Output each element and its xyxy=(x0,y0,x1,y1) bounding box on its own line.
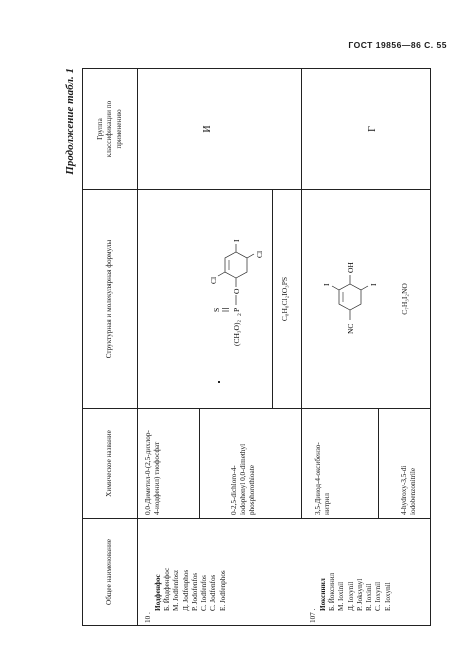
row2-struct-bond-i1 xyxy=(332,286,339,290)
row2-name: Б. Йоксинил xyxy=(328,572,337,611)
row1-number: 10 . xyxy=(144,612,152,623)
row2-struct-benzene-ring xyxy=(339,284,361,310)
row2-chemical-en xyxy=(400,466,418,515)
row2-name: C. Ioxynil xyxy=(374,581,383,611)
header-chemical-name: Химическое название xyxy=(105,430,114,497)
row1-struct-subscript: 2 xyxy=(237,313,243,316)
row1-struct-methoxy: (CH₃O)₂ xyxy=(232,319,241,346)
row1-struct-cl1: Cl xyxy=(209,276,218,284)
row1-name: С. Jodfenfos xyxy=(209,574,218,611)
row1-chem-en-line: iodophenyl 0,0-dimethyl xyxy=(239,443,248,515)
row1-name: С. Iodfenfos xyxy=(200,575,209,611)
row1-structure-diagram xyxy=(138,190,272,408)
row2-struct-oh: OH xyxy=(346,262,355,273)
row2-name: E. Ioxynil xyxy=(383,582,392,611)
row2-name: R. Ioxinil xyxy=(365,583,374,611)
row1-name: Е. Jodfenphos xyxy=(218,570,227,611)
row2-chem-split xyxy=(378,409,379,519)
row1-struct-o: O xyxy=(232,288,241,294)
row1-struct-bond-cl1 xyxy=(218,272,225,276)
table-left-rule xyxy=(82,625,431,626)
row2-struct-nc: NC xyxy=(346,323,355,334)
row1-chem-split xyxy=(199,409,200,519)
row2-struct-bond-i2 xyxy=(361,286,368,290)
row2-chem-ru-line: нитрил xyxy=(323,493,332,515)
row2-struct-i1: I xyxy=(322,283,331,286)
row2-struct-i2: I xyxy=(369,283,378,286)
row1-molecular-formula: C₈H₈Cl₂IO₃PS xyxy=(280,276,289,322)
row1-struct-i: I xyxy=(232,239,241,242)
row1-chem-ru-line: 0,0-Диметил-0-(2,5-дихлор- xyxy=(144,430,152,515)
row2-name: Иоксинил xyxy=(319,578,327,611)
row1-name: Б. Йодфенфос xyxy=(163,567,172,611)
row2-group: Г xyxy=(367,126,378,132)
row2-chem-ru-line: 3,5-Дииод-4-оксибензо- xyxy=(314,442,322,515)
row1-chem-ru-line: 4-иодфенил) тиофосфат xyxy=(153,441,162,515)
row2-name: М. Ioxinil xyxy=(337,581,346,611)
row2-chemical-ru xyxy=(314,442,332,515)
row1-struct-cl2: Cl xyxy=(255,250,264,258)
row2-number: 107 . xyxy=(309,608,317,623)
row1-struct-bond-cl2 xyxy=(247,254,254,258)
row2-name: Д. Ioxynil xyxy=(346,581,355,611)
row1-names xyxy=(154,568,228,611)
row1-struct-benzene-ring xyxy=(225,252,247,278)
row2-names xyxy=(319,573,393,611)
row2-name: Р. Joksynyl xyxy=(355,578,364,611)
row2-chem-en-line: iodobenzonitrile xyxy=(409,467,418,515)
row1-chemical-en xyxy=(230,444,258,515)
header-group: Группа классификации по применению xyxy=(96,100,123,158)
row1-name: Д. Jodfenphos xyxy=(181,569,190,611)
row2-chem-en-line: 4-hydroxy-3,5-di xyxy=(400,465,408,515)
header-formula: Структурная и молекулярная формулы xyxy=(105,239,114,359)
row1-name: Р. Jodofenfos xyxy=(190,572,199,611)
table-bottom-rule xyxy=(430,68,431,626)
row1-name: М. Jodfenfosz xyxy=(172,569,181,611)
row1-struct-p: P xyxy=(232,307,241,312)
row1-formula-split xyxy=(272,190,273,409)
row2-structure-diagram xyxy=(302,190,382,408)
row1-chemical-ru xyxy=(144,430,162,515)
row1-chem-en-line: 0-2,5-dichloro-4- xyxy=(230,465,238,515)
page-header: ГОСТ 19856—86 С. 55 xyxy=(348,40,447,50)
row1-chem-en-line: phosphorothioate xyxy=(248,465,257,515)
row1-name: Иодфенфос xyxy=(154,574,162,611)
row1-group: И xyxy=(202,125,213,133)
rotated-table-container xyxy=(66,68,430,626)
row2-molecular-formula: C₇H₃I₂NO xyxy=(400,283,409,315)
row1-struct-s: S xyxy=(212,307,221,312)
classification-table xyxy=(82,68,430,626)
continuation-note: Продолжение табл. 1 xyxy=(64,68,76,175)
header-common-name: Общее наименование xyxy=(105,539,114,605)
